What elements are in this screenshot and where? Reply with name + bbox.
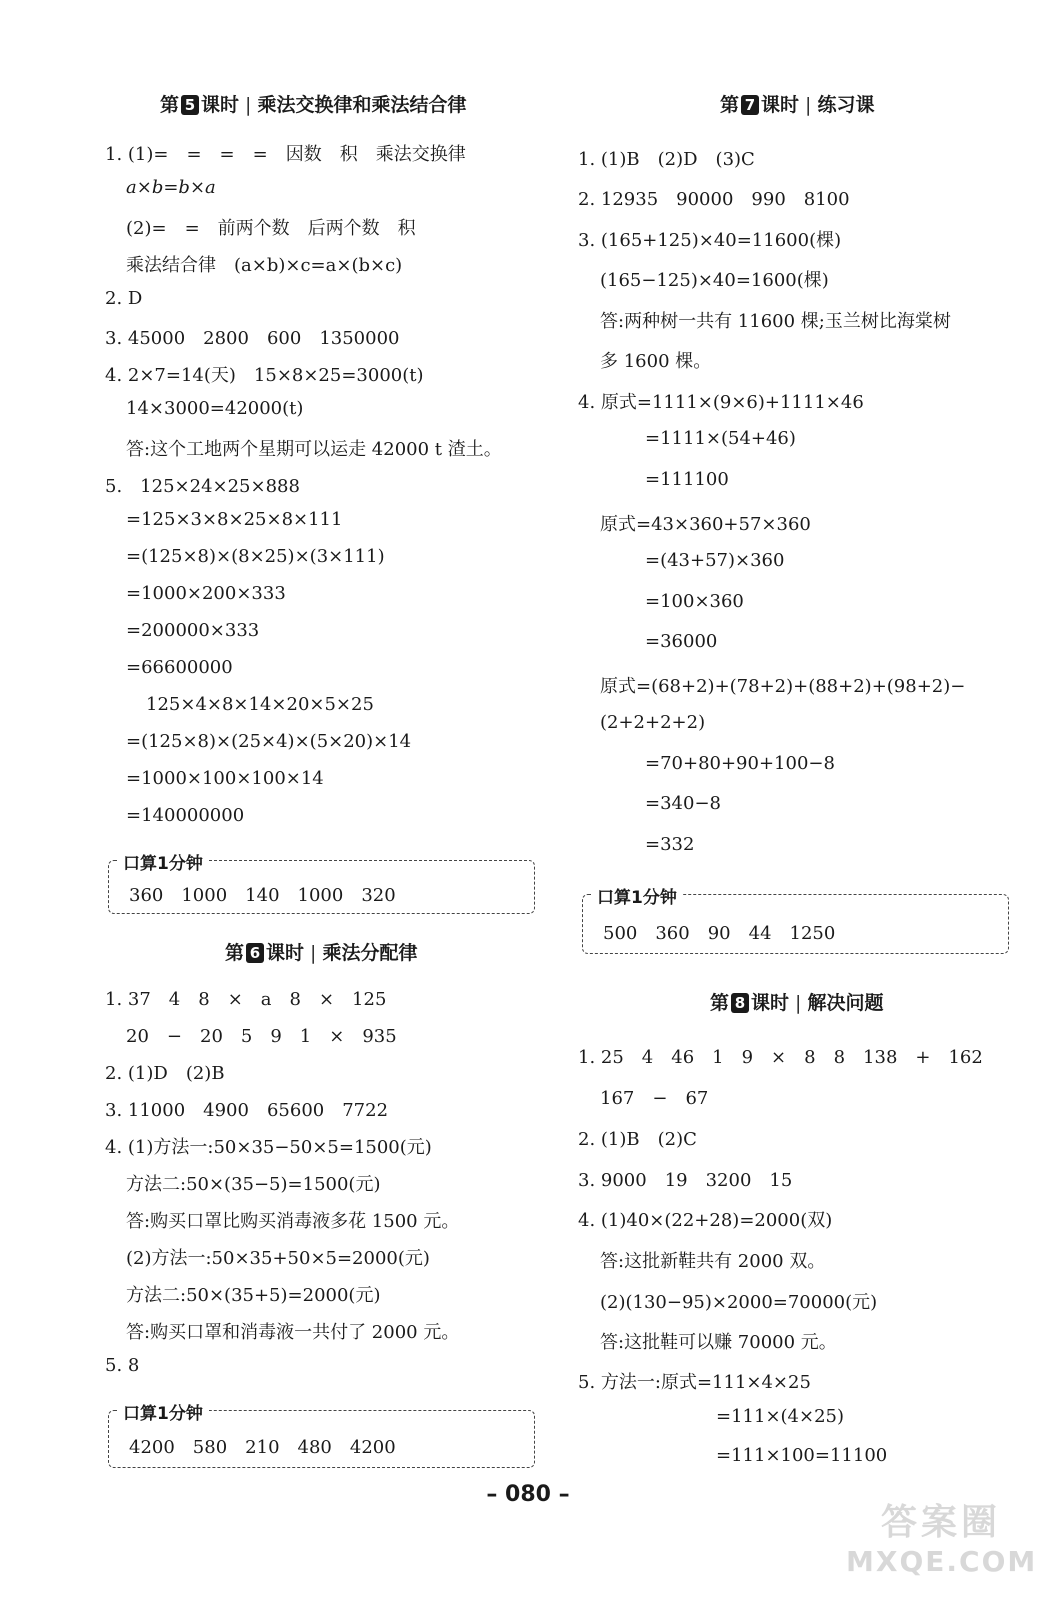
header-suffix: 课时 [751, 992, 790, 1014]
answer-line: 原式=43×360+57×360 [600, 514, 811, 535]
answer-line: 14×3000=42000(t) [126, 398, 304, 419]
answer-line: 1. 25 4 46 1 9 × 8 8 138 + 162 [578, 1047, 983, 1068]
answer-line: =111×100=11100 [716, 1445, 888, 1466]
lesson-number-badge: 5 [181, 95, 199, 115]
lesson-number-badge: 8 [731, 993, 749, 1013]
watermark-line1: 答案圈 [880, 1502, 1001, 1543]
answer-line: 1. (1)= = = = 因数 积 乘法交换律 [105, 144, 466, 165]
oral-calc-title: 口算1分钟 [117, 849, 209, 874]
answer-line: 125×4×8×14×20×5×25 [146, 694, 374, 715]
header-prefix: 第 [720, 94, 740, 116]
oral-calc-title: 口算1分钟 [591, 883, 683, 908]
answer-line: 2. 12935 90000 990 8100 [578, 189, 850, 210]
answer-line: (2)= = 前两个数 后两个数 积 [126, 218, 416, 239]
answer-line: 答:这批鞋可以赚 70000 元。 [600, 1332, 837, 1353]
answer-line: 1. 37 4 8 × a 8 × 125 [105, 989, 387, 1010]
answer-line: 3. 45000 2800 600 1350000 [105, 328, 400, 349]
lesson5-header [160, 90, 466, 117]
answer-line: =(43+57)×360 [645, 550, 785, 571]
header-prefix: 第 [160, 94, 180, 116]
oral-calc-values: 360 1000 140 1000 320 [129, 885, 396, 906]
answer-line: 答:这批新鞋共有 2000 双。 [600, 1251, 826, 1272]
page-number: – 080 – [486, 1482, 570, 1507]
answer-line: 3. (165+125)×40=11600(棵) [578, 230, 842, 251]
answer-line: 原式=(68+2)+(78+2)+(88+2)+(98+2)− [600, 676, 966, 697]
lesson-title: 乘法分配律 [322, 942, 418, 964]
lesson8-header [710, 988, 883, 1015]
answer-line: 多 1600 棵。 [600, 351, 712, 372]
answer-line: 2. D [105, 288, 143, 309]
answer-line: (2+2+2+2) [600, 712, 706, 733]
watermark-line2: MXQE.COM [846, 1545, 1038, 1578]
answer-line: =66600000 [126, 657, 233, 678]
oral-calc-box [582, 888, 1009, 954]
answer-line: =1000×100×100×14 [126, 768, 324, 789]
answer-line: 4. (1)40×(22+28)=2000(双) [578, 1210, 833, 1231]
answer-line: 方法二:50×(35+5)=2000(元) [126, 1285, 381, 1306]
header-separator: | [795, 992, 802, 1014]
answer-line: =(125×8)×(25×4)×(5×20)×14 [126, 731, 412, 752]
answer-line: =36000 [645, 631, 718, 652]
answer-line: =70+80+90+100−8 [645, 753, 835, 774]
answer-line: 5. 方法一:原式=111×4×25 [578, 1372, 811, 1393]
answer-line: 乘法结合律 (a×b)×c=a×(b×c) [126, 255, 403, 276]
lesson7-header [720, 90, 874, 117]
answer-line: =1000×200×333 [126, 583, 286, 604]
header-prefix: 第 [710, 992, 730, 1014]
oral-calc-box [108, 1404, 535, 1468]
answer-line: 3. 9000 19 3200 15 [578, 1170, 793, 1191]
answer-line: 2. (1)B (2)C [578, 1129, 697, 1150]
lesson-number-badge: 6 [246, 943, 264, 963]
answer-line: =140000000 [126, 805, 245, 826]
oral-calc-values: 4200 580 210 480 4200 [129, 1437, 396, 1458]
answer-line: =(125×8)×(8×25)×(3×111) [126, 546, 385, 567]
header-separator: | [805, 94, 812, 116]
answer-line: 答:这个工地两个星期可以运走 42000 t 渣土。 [126, 439, 502, 460]
answer-line: 方法二:50×(35−5)=1500(元) [126, 1174, 381, 1195]
answer-line: =111100 [645, 469, 729, 490]
answer-line: 4. (1)方法一:50×35−50×5=1500(元) [105, 1137, 432, 1158]
lesson-title: 乘法交换律和乘法结合律 [257, 94, 467, 116]
answer-line: 答:两种树一共有 11600 棵;玉兰树比海棠树 [600, 311, 951, 332]
answer-line: 答:购买口罩和消毒液一共付了 2000 元。 [126, 1322, 460, 1343]
oral-calc-title: 口算1分钟 [117, 1399, 209, 1424]
answer-line: 5. 125×24×25×888 [105, 476, 300, 497]
answer-line: 4. 2×7=14(天) 15×8×25=3000(t) [105, 365, 424, 386]
oral-calc-values: 500 360 90 44 1250 [603, 923, 836, 944]
answer-line: =125×3×8×25×8×111 [126, 509, 343, 530]
answer-line: 167 − 67 [600, 1088, 709, 1109]
lesson-title: 练习课 [817, 94, 875, 116]
answer-line: =1111×(54+46) [645, 428, 796, 449]
header-suffix: 课时 [266, 942, 305, 964]
answer-line: 5. 8 [105, 1355, 140, 1376]
watermark-logo [846, 1494, 1036, 1594]
header-prefix: 第 [225, 942, 245, 964]
lesson-number-badge: 7 [741, 95, 759, 115]
answer-line: =100×360 [645, 591, 744, 612]
answer-line: 4. 原式=1111×(9×6)+1111×46 [578, 392, 864, 413]
answer-line: 答:购买口罩比购买消毒液多花 1500 元。 [126, 1211, 460, 1232]
answer-line: 2. (1)D (2)B [105, 1063, 225, 1084]
lesson6-header [225, 938, 417, 965]
header-suffix: 课时 [201, 94, 240, 116]
answer-line: 3. 11000 4900 65600 7722 [105, 1100, 389, 1121]
answer-line: =340−8 [645, 793, 721, 814]
answer-line: =200000×333 [126, 620, 260, 641]
answer-line: 20 − 20 5 9 1 × 935 [126, 1026, 397, 1047]
answer-line: a×b=b×a [126, 177, 216, 198]
answer-line: =111×(4×25) [716, 1406, 845, 1427]
answer-line: 1. (1)B (2)D (3)C [578, 149, 755, 170]
answer-line: =332 [645, 834, 695, 855]
header-suffix: 课时 [761, 94, 800, 116]
oral-calc-box [108, 854, 535, 914]
answer-line: (2)方法一:50×35+50×5=2000(元) [126, 1248, 430, 1269]
answer-line: (165−125)×40=1600(棵) [600, 270, 829, 291]
header-separator: | [245, 94, 252, 116]
lesson-title: 解决问题 [807, 992, 884, 1014]
header-separator: | [310, 942, 317, 964]
answer-line: (2)(130−95)×2000=70000(元) [600, 1292, 878, 1313]
